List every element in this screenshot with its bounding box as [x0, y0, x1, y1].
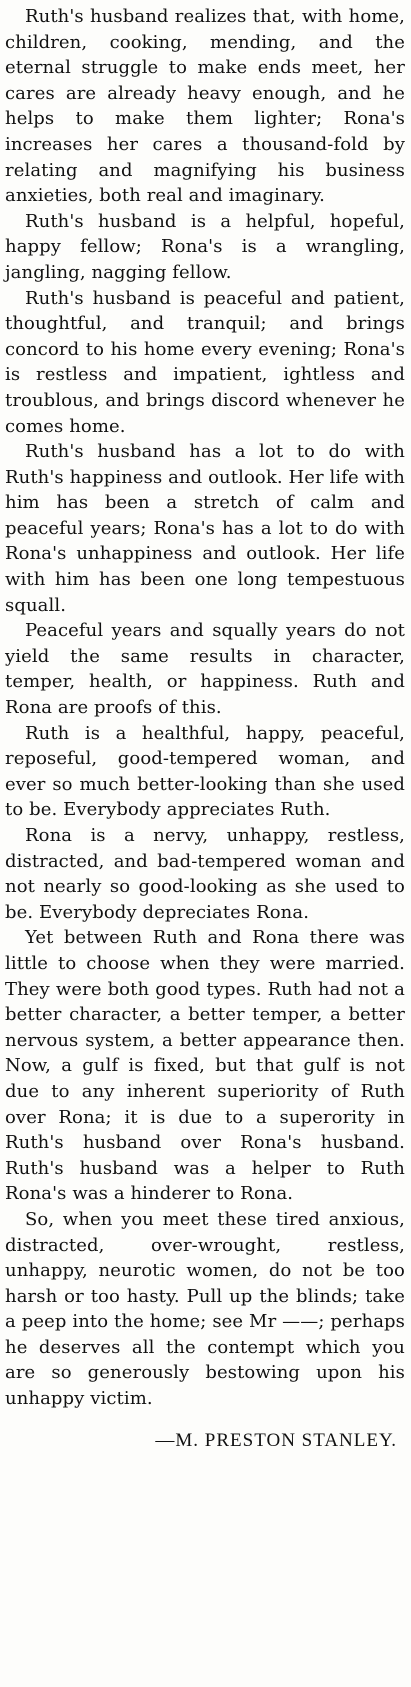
paragraph: Ruth is a healthful, happy, peaceful, reposeful, good-tempered woman, and ever so much better-looking than she used to be. Everybody appreciates Ruth.: [5, 722, 405, 821]
paragraph: Rona is a nervy, unhappy, restless, distracted, and bad-tempered woman and not nearly so good-looking as she used to be. Everybody depreciates Rona.: [5, 825, 405, 923]
paragraph: Ruth's husband is a helpful, hopeful, happy fellow; Rona's is a wrangling, jangling, nagging fellow.: [5, 210, 405, 283]
paragraph: Peaceful years and squally years do not yield the same results in character, temper, health, or happiness. Ruth and Rona are proofs of this.: [5, 620, 405, 719]
paragraph: Ruth's husband has a lot to do with Ruth's happiness and outlook. Her life with him has been a stretch of calm and peaceful years; Rona's has a lot to do with Rona's unhappiness and outlook. Her life with him has been one long tempestuous squall.: [5, 441, 405, 616]
article-body: [5, 4, 405, 1412]
paragraph: Ruth's husband is peaceful and patient, thoughtful, and tranquil; and brings concord to his home every evening; Rona's is restless and impatient, ightless and troublous, and brings discord whenever he comes home.: [5, 287, 405, 437]
paragraph: Ruth's husband realizes that, with home, children, cooking, mending, and the eternal struggle to make ends meet, her cares are already heavy enough, and he helps to make them lighter; Rona's increases her cares a thousand-fold by relating and magnifying his business anxieties, both real and imaginary.: [5, 6, 405, 207]
author-signature: —M. PRESTON STANLEY.: [155, 1429, 397, 1451]
paragraph: Yet between Ruth and Rona there was little to choose when they were married. They were both good types. Ruth had not a better character, a better temper, a better nervous system, a better appearance then. Now, a gulf is fixed, but that gulf is not due to any inherent superiority of Ruth over Rona; it is due to a superority in Ruth's husband over Rona's husband. Ruth's husband was a helper to Ruth Rona's was a hinderer to Rona.: [5, 927, 405, 1205]
paragraph: So, when you meet these tired anxious, distracted, over-wrought, restless, unhappy, neurotic women, do not be too harsh or too hasty. Pull up the blinds; take a peep into the home; see Mr ——; perhaps he deserves all the contempt which you are so generously bestowing upon his unhappy victim.: [5, 1208, 405, 1410]
